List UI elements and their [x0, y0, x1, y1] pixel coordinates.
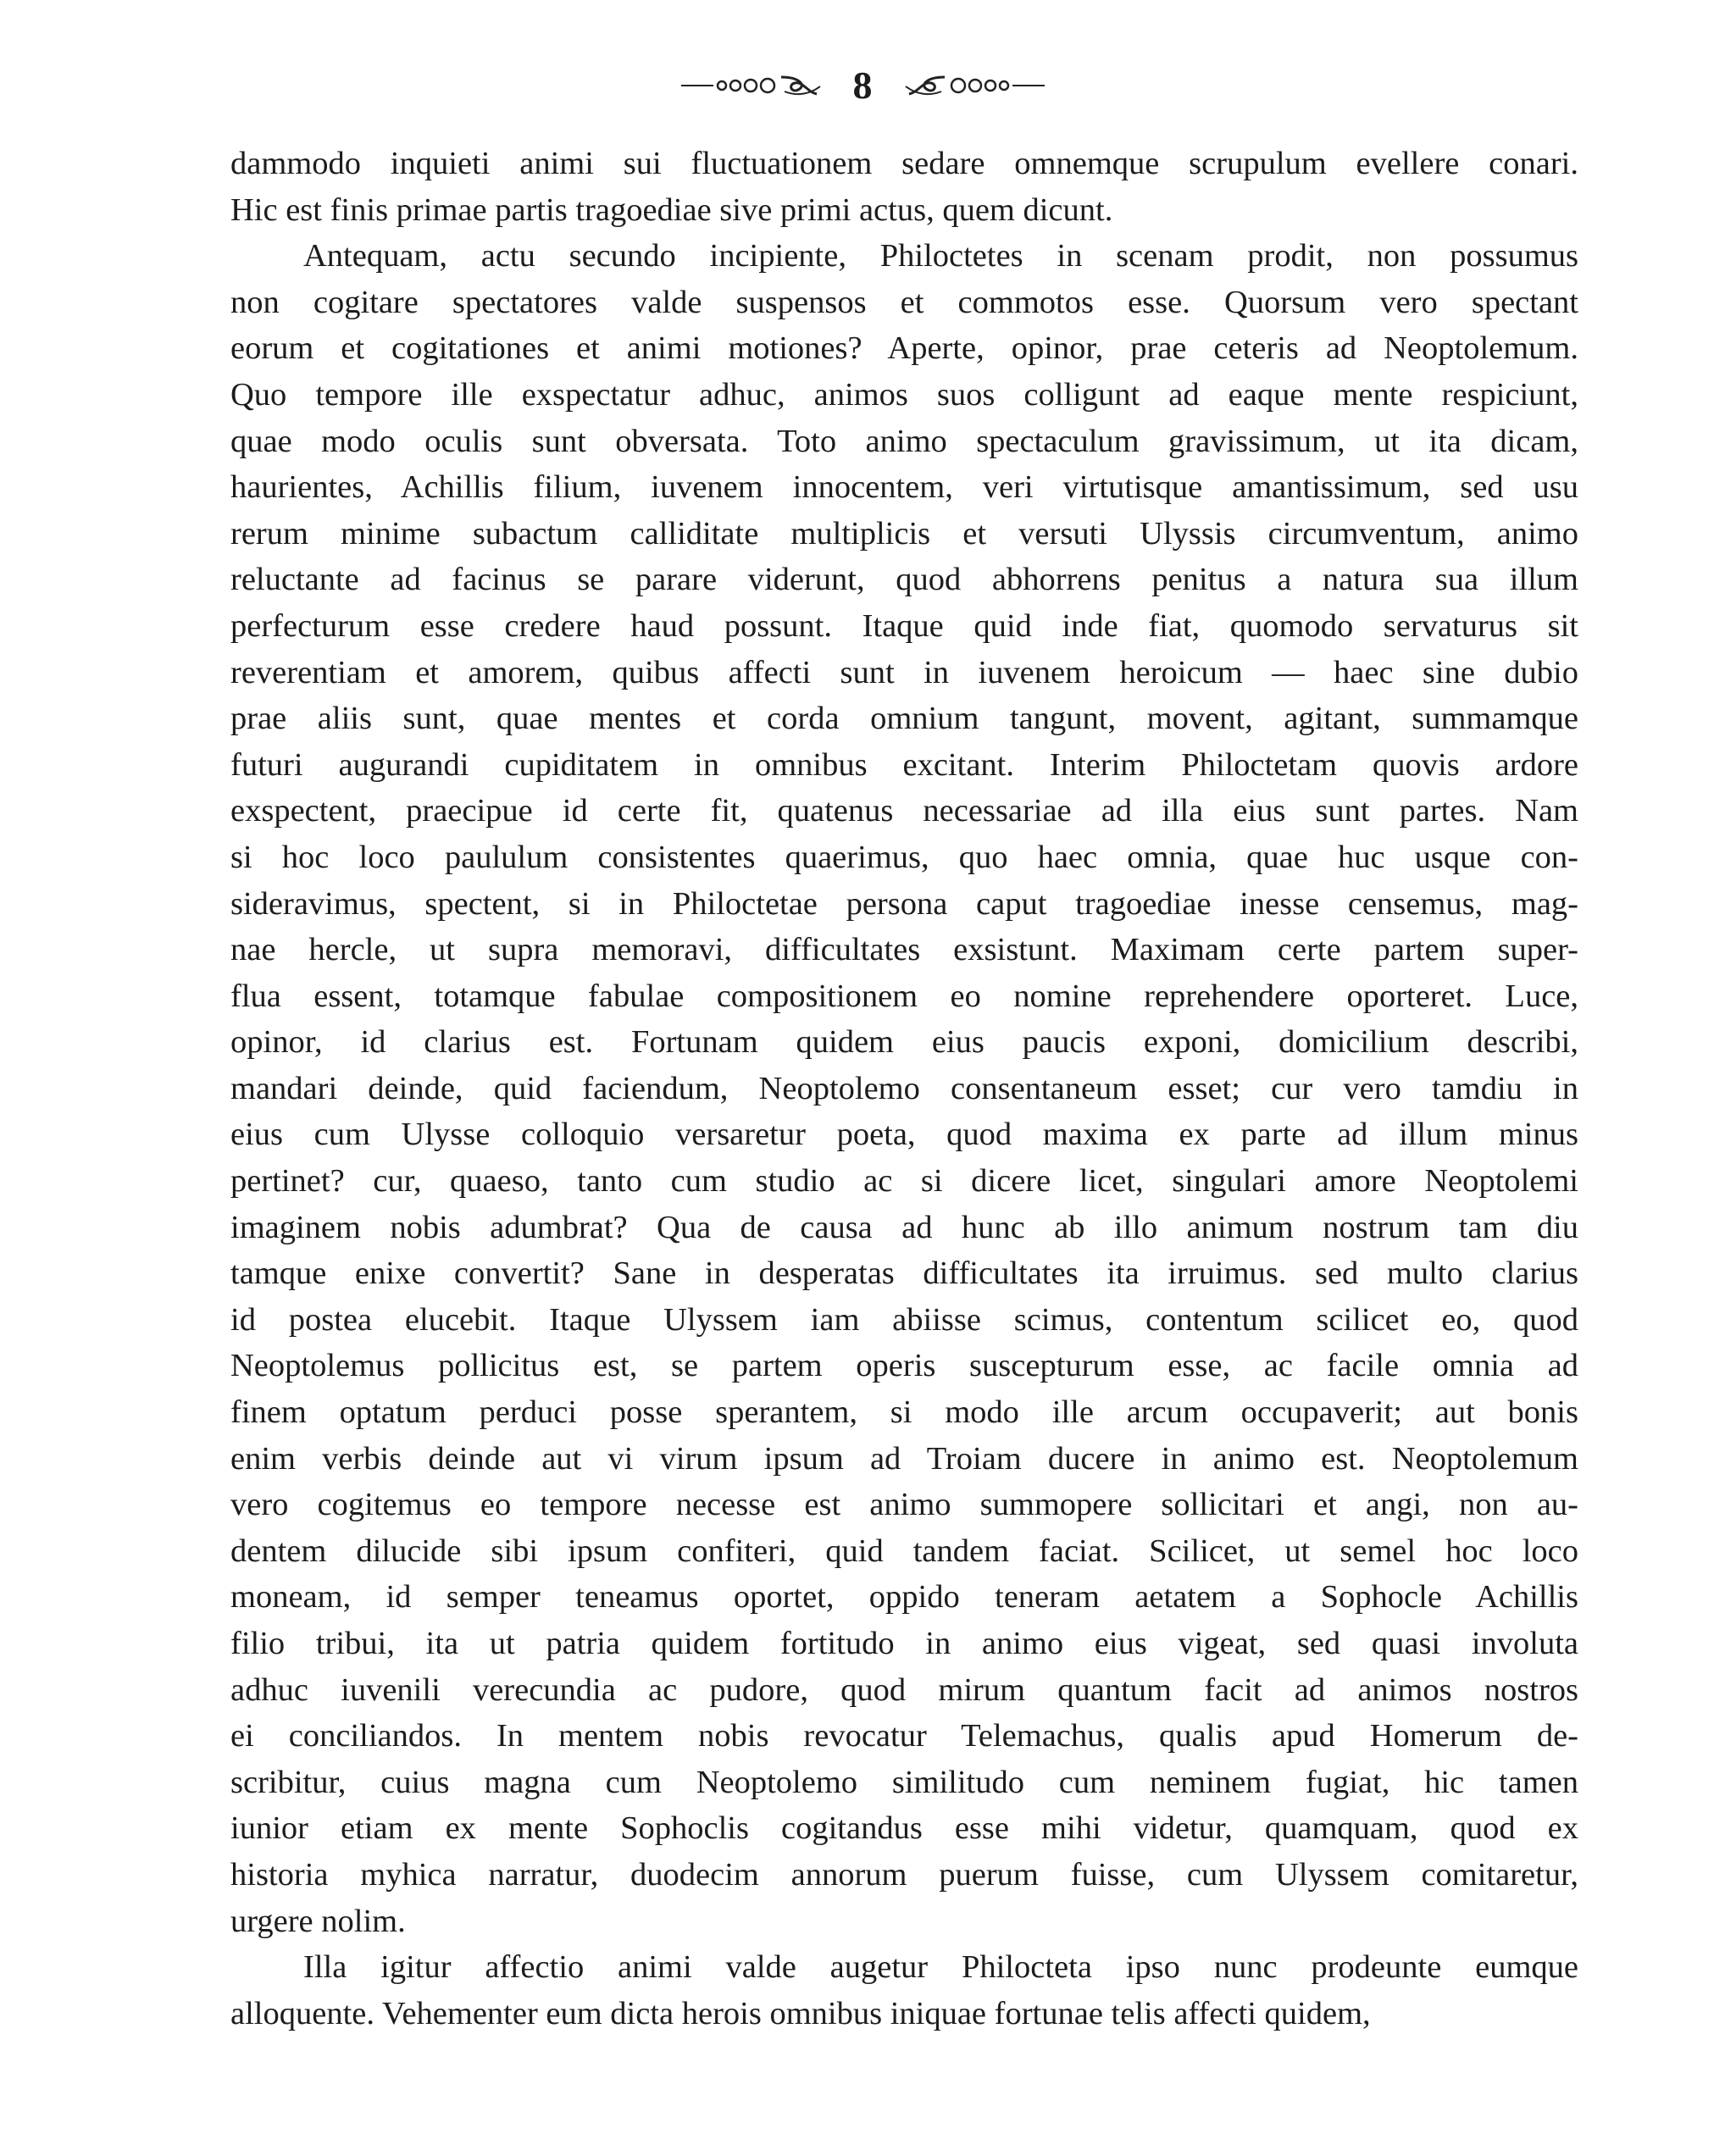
- text-line: Quo tempore ille exspectatur adhuc, animos suos colligunt ad eaque mente respiciunt,: [230, 376, 1578, 413]
- text-line: imaginem nobis adumbrat? Qua de causa ad hunc ab illo animum nostrum tam diu: [230, 1209, 1578, 1245]
- text-line: iunior etiam ex mente Sophoclis cogitandus esse mihi videtur, quamquam, quod ex: [230, 1810, 1578, 1847]
- text-line: prae aliis sunt, quae mentes et corda omnium tangunt, movent, agitant, summamque: [230, 701, 1578, 737]
- text-line: ei conciliandos. In mentem nobis revocatur Telemachus, qualis apud Homerum de-: [230, 1718, 1578, 1754]
- text-line: enim verbis deinde aut vi virum ipsum ad Troiam ducere in animo est. Neoptolemum: [230, 1440, 1578, 1477]
- text-line: Hic est finis primae partis tragoediae sive primi actus, quem dicunt.: [230, 191, 1113, 228]
- text-line: perfecturum esse credere haud possunt. Itaque quid inde fiat, quomodo servaturus sit: [230, 607, 1578, 644]
- page-number: 8: [852, 64, 873, 107]
- text-line: dammodo inquieti animi sui fluctuationem sedare omnemque scrupulum evellere conari.: [230, 146, 1578, 181]
- text-line: tamque enixe convertit? Sane in desperatas difficultates ita irruimus. sed multo clarius: [230, 1255, 1578, 1292]
- left-ornament-icon: [679, 75, 828, 97]
- text-line: rerum minime subactum calliditate multiplicis et versuti Ulyssis circumventum, animo: [230, 515, 1578, 551]
- body-text: [230, 141, 1578, 2037]
- text-line: urgere nolim.: [230, 1903, 406, 1939]
- text-line: finem optatum perduci posse sperantem, si modo ille arcum occupaverit; aut bonis: [230, 1394, 1578, 1431]
- text-line: pertinet? cur, quaeso, tanto cum studio ac si dicere licet, singulari amore Neoptolemi: [230, 1163, 1578, 1200]
- text-line: adhuc iuvenili verecundia ac pudore, quod mirum quantum facit ad animos nostros: [230, 1671, 1578, 1708]
- text-line: moneam, id semper teneamus oportet, oppido teneram aetatem a Sophocle Achillis: [230, 1579, 1578, 1616]
- text-line: futuri augurandi cupiditatem in omnibus excitant. Interim Philoctetam quovis ardore: [230, 746, 1578, 783]
- text-line: eius cum Ulysse colloquio versaretur poeta, quod maxima ex parte ad illum minus: [230, 1117, 1578, 1153]
- text-line: opinor, id clarius est. Fortunam quidem eius paucis exponi, domicilium describi,: [230, 1024, 1578, 1061]
- text-line: Antequam, actu secundo incipiente, Philoctetes in scenam prodit, non possumus: [303, 238, 1578, 274]
- text-line: nae hercle, ut supra memoravi, difficultates exsistunt. Maximam certe partem super-: [230, 932, 1578, 968]
- text-line: vero cogitemus eo tempore necesse est animo summopere sollicitari et angi, non au-: [230, 1487, 1578, 1523]
- text-line: quae modo oculis sunt obversata. Toto animo spectaculum gravissimum, ut ita dicam,: [230, 423, 1578, 459]
- text-line: haurientes, Achillis filium, iuvenem innocentem, veri virtutisque amantissimum, sed usu: [230, 469, 1578, 506]
- page-header: [0, 66, 1725, 105]
- text-line: sideravimus, spectent, si in Philoctetae persona caput tragoediae inesse censemus, mag-: [230, 885, 1578, 922]
- text-line: alloquente. Vehementer eum dicta herois omnibus iniquae fortunae telis affecti quidem,: [230, 1995, 1371, 2031]
- text-line: filio tribui, ita ut patria quidem fortitudo in animo eius vigeat, sed quasi involuta: [230, 1626, 1578, 1661]
- text-line: dentem dilucide sibi ipsum confiteri, quid tandem faciat. Scilicet, ut semel hoc loco: [230, 1532, 1578, 1569]
- text-line: non cogitare spectatores valde suspensos et commotos esse. Quorsum vero spectant: [230, 284, 1578, 320]
- text-line: reluctante ad facinus se parare viderunt, quod abhorrens penitus a natura sua illum: [230, 562, 1578, 598]
- text-line: exspectent, praecipue id certe fit, quatenus necessariae ad illa eius sunt partes. Nam: [230, 793, 1578, 829]
- text-line: eorum et cogitationes et animi motiones? Aperte, opinor, prae ceteris ad Neoptolemum.: [230, 330, 1578, 367]
- text-line: Neoptolemus pollicitus est, se partem operis suscepturum esse, ac facile omnia ad: [230, 1348, 1578, 1384]
- text-line: mandari deinde, quid faciendum, Neoptolemo consentaneum esset; cur vero tamdiu in: [230, 1070, 1578, 1106]
- text-line: si hoc loco paululum consistentes quaerimus, quo haec omnia, quae huc usque con-: [230, 839, 1578, 875]
- text-line: reverentiam et amorem, quibus affecti sunt in iuvenem heroicum — haec sine dubio: [230, 654, 1578, 690]
- text-line: historia myhica narratur, duodecim annorum puerum fuisse, cum Ulyssem comitaretur,: [230, 1856, 1578, 1893]
- text-line: id postea elucebit. Itaque Ulyssem iam abiisse scimus, contentum scilicet eo, quod: [230, 1301, 1578, 1338]
- text-line: scribitur, cuius magna cum Neoptolemo similitudo cum neminem fugiat, hic tamen: [230, 1764, 1578, 1800]
- right-ornament-icon: [898, 75, 1046, 97]
- text-line: Illa igitur affectio animi valde augetur Philocteta ipso nunc prodeunte eumque: [303, 1949, 1578, 1986]
- text-line: flua essent, totamque fabulae compositionem eo nomine reprehendere oporteret. Luce,: [230, 978, 1578, 1014]
